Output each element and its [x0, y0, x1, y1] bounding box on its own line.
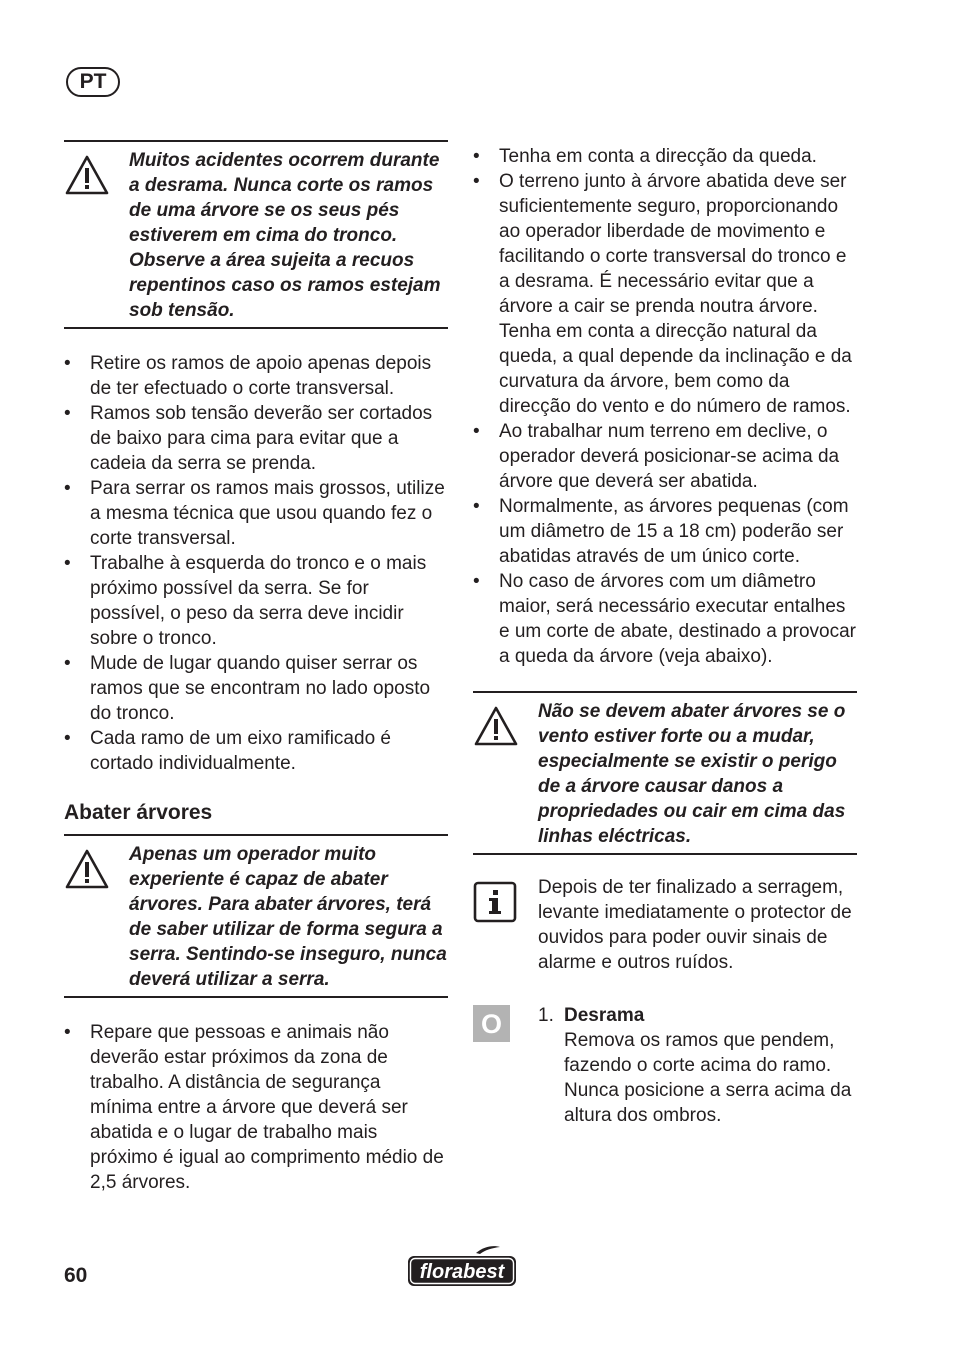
list-item: • Retire os ramos de apoio apenas depois de ter efectuado o corte transversal. [64, 351, 448, 401]
bullet-list [64, 351, 448, 776]
list-item: • Normalmente, as árvores pequenas (com um diâmetro de 15 a 18 cm) poderão ser abatidas através de um único corte. [473, 494, 857, 569]
step-number: 1. [538, 1005, 554, 1026]
list-item: • Trabalhe à esquerda do tronco e o mais próximo possível da serra. Se for possível, o peso da serra deve incidir sobre o tronco. [64, 551, 448, 651]
warning-box [473, 691, 857, 855]
list-item: • Ao trabalhar num terreno em declive, o operador deverá posicionar-se acima da árvore que deverá ser abatida. [473, 419, 857, 494]
language-badge: PT [66, 67, 120, 97]
list-item: • Tenha em conta a direcção da queda. [473, 144, 857, 169]
logo-text: florabest [419, 1261, 505, 1283]
warning-box [64, 834, 448, 998]
warning-icon [64, 148, 129, 196]
bullet-list [473, 144, 857, 669]
warning-text: Muitos acidentes ocorrem durante a desrama. Nunca corte os ramos de uma árvore se os seus pés estiverem em cima do tronco. Observe a área sujeita a recuos repentinos caso os ramos estejam sob tensão. [129, 150, 441, 321]
left-column [64, 140, 448, 1195]
list-item: • O terreno junto à árvore abatida deve ser suficientemente seguro, proporcionando ao operador liberdade de movimento e facilitando o corte transversal do tronco e a desrama. É necessário evitar que a árvore a cair se prenda noutra árvore. Tenha em conta a direcção natural da queda, a qual depende da inclinação e da curvatura da árvore, bem como da direcção do vento e do número de ramos. [473, 169, 857, 419]
bullet-list [64, 1020, 448, 1195]
florabest-logo [406, 1244, 518, 1288]
list-item: • No caso de árvores com um diâmetro maior, será necessário executar entalhes e um corte de abate, destinado a provocar a queda da árvore (veja abaixo). [473, 569, 857, 669]
list-item: • Para serrar os ramos mais grossos, utilize a mesma técnica que usou quando fez o corte transversal. [64, 476, 448, 551]
right-column [473, 144, 857, 1128]
step-text: Remova os ramos que pendem, fazendo o corte acima do ramo. Nunca posicione a serra acima da altura dos ombros. [564, 1030, 852, 1126]
step-box [473, 1003, 857, 1128]
warning-icon [473, 699, 538, 747]
info-box [473, 875, 857, 975]
warning-text: Apenas um operador muito experiente é capaz de abater árvores. Para abater árvores, terá de saber utilizar de forma segura a serra. Sentindo-se inseguro, nunca deverá utilizar a serra. [129, 844, 447, 990]
warning-text: Não se devem abater árvores se o vento estiver forte ou a mudar, especialmente se existir o perigo de a árvore causar danos a propriedades ou cair em cima das linhas eléctricas. [538, 701, 846, 847]
step-title: Desrama [564, 1005, 645, 1026]
step-letter-icon [473, 1003, 538, 1047]
step-letter: O [480, 1009, 503, 1039]
info-icon [473, 875, 538, 928]
list-item: • Cada ramo de um eixo ramificado é cortado individualmente. [64, 726, 448, 776]
page-number: 60 [64, 1264, 88, 1287]
info-text: Depois de ter finalizado a serragem, levante imediatamente o protector de ouvidos para poder ouvir sinais de alarme e outros ruídos. [538, 877, 852, 973]
list-item: • Repare que pessoas e animais não deverão estar próximos da zona de trabalho. A distância de segurança mínima entre a árvore que deverá ser abatida e o lugar de trabalho mais próximo é igual ao comprimento médio de 2,5 árvores. [64, 1020, 448, 1195]
warning-box [64, 140, 448, 329]
section-heading: Abater árvores [64, 801, 213, 824]
list-item: • Mude de lugar quando quiser serrar os ramos que se encontram no lado oposto do tronco. [64, 651, 448, 726]
warning-icon [64, 842, 129, 890]
list-item: • Ramos sob tensão deverão ser cortados de baixo para cima para evitar que a cadeia da serra se prenda. [64, 401, 448, 476]
